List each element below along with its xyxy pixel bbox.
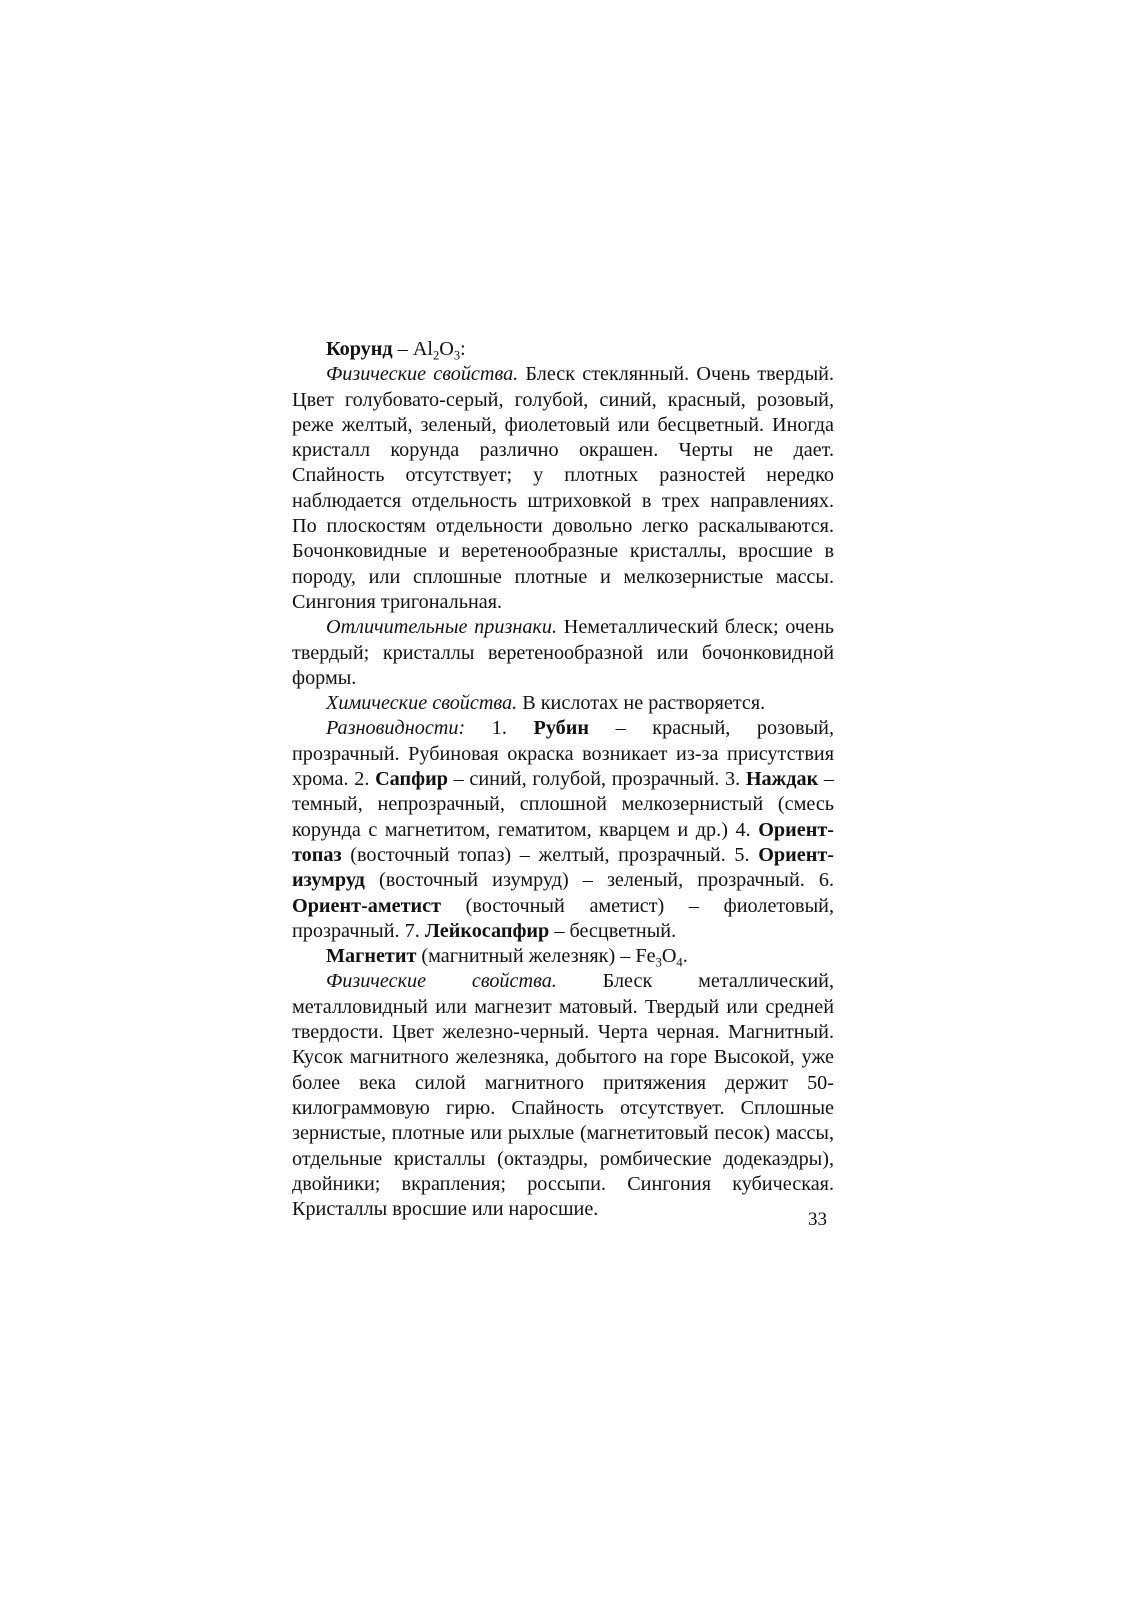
formula-part: Al (412, 338, 433, 360)
variety-name: Сапфир (375, 768, 448, 791)
variety-name: Ориент-изумруд (292, 843, 834, 892)
page-body (292, 337, 834, 1222)
chemical-label: Химические свойства. (326, 692, 518, 715)
variety-name: Ориент-топаз (292, 818, 834, 866)
formula-punct: : (460, 338, 466, 360)
variety-text: – красный, розовый, прозрачный. Рубиновая окраска возникает из-за присутствия хрома. 2. (292, 717, 835, 791)
formula-subscript: 4 (676, 955, 683, 970)
distinctive-label: Отличительные признаки. (326, 616, 558, 639)
varieties-label: Разновидности: (326, 717, 466, 740)
formula-subscript: 2 (433, 348, 440, 363)
corundum-title: Корунд (326, 338, 393, 360)
variety-name: Ориент-аметист (292, 894, 442, 917)
formula-subscript: 3 (655, 955, 662, 970)
magnetite-heading (292, 944, 834, 969)
variety-text: – синий, голубой, прозрачный. 3. (447, 768, 746, 791)
distinctive-text: Неметаллический блеск; очень твердый; кристаллы веретенообразной или бочонковидной формы. (292, 616, 834, 689)
magnetite-formula (635, 945, 688, 970)
corundum-chemical-paragraph (292, 691, 834, 716)
variety-text: (восточный изумруд) – зеленый, прозрачный. 6. (364, 869, 834, 892)
magnetite-title: Магнетит (326, 945, 417, 968)
variety-number: 1. (465, 717, 534, 740)
chemical-text: В кислотах не растворяется. (517, 692, 766, 715)
corundum-physical-paragraph (292, 362, 834, 615)
page-number: 33 (808, 1209, 827, 1230)
formula-part: O (661, 945, 677, 968)
physical-text: Блеск стеклянный. Очень твердый. Цвет голубовато-серый, голубой, синий, красный, розовый, реже желтый, зеленый, фиолетовый или бесцветный. Иногда кристалл корунда различно окрашен. Черты не дает. Спайность отсутствует; у плотных разностей нередко наблюдается отдельность штриховкой в трех направлениях. По плоскостям отдельности довольно легко раскалываются. Бочонковидные и веретенообразные кристаллы, вросшие в породу, или сплошные плотные и мелкозернистые массы. Сингония тригональная. (292, 363, 834, 613)
dash: – (392, 338, 413, 360)
formula-subscript: 3 (453, 348, 461, 363)
variety-text: (восточный аметист) – фиолетовый, прозрачный. 7. (292, 894, 834, 942)
magnetite-physical-paragraph (292, 969, 834, 1222)
corundum-heading (292, 337, 834, 362)
corundum-formula (412, 338, 466, 363)
variety-text: (восточный топаз) – желтый, прозрачный. 5. (341, 843, 759, 866)
variety-name: Наждак (745, 768, 819, 791)
physical-label: Физические свойства. (326, 970, 557, 993)
corundum-distinctive-paragraph (292, 615, 834, 691)
variety-text: – бесцветный. (549, 919, 677, 942)
formula-part: Fe (635, 945, 656, 968)
variety-name: Рубин (533, 717, 590, 740)
variety-name: Лейкосапфир (424, 919, 550, 942)
corundum-varieties-paragraph (292, 716, 834, 944)
physical-text: Блеск металлический, металловидный или магнезит матовый. Твердый или средней твердости. Цвет железно-черный. Черта черная. Магнитный. Кусок магнитного железняка, добытого на горе Высокой, уже более века силой магнитного притяжения держит 50-килограммовую гирю. Спайность отсутствует. Сплошные зернистые, плотные или рыхлые (магнетитовый песок) массы, отдельные кристаллы (октаэдры, ромбические додекаэдры), двойники; вкрапления; россыпи. Сингония кубическая. Кристаллы вросшие или наросшие. (292, 970, 835, 1221)
physical-label: Физические свойства. (326, 363, 519, 386)
variety-text: – темный, непрозрачный, сплошной мелкозернистый (смесь корунда с магнетитом, гематитом, кварцем и др.) 4. (292, 768, 835, 841)
formula-punct: . (682, 945, 688, 968)
formula-part: O (439, 338, 454, 360)
magnetite-subtitle: (магнитный железняк) – (416, 945, 636, 968)
